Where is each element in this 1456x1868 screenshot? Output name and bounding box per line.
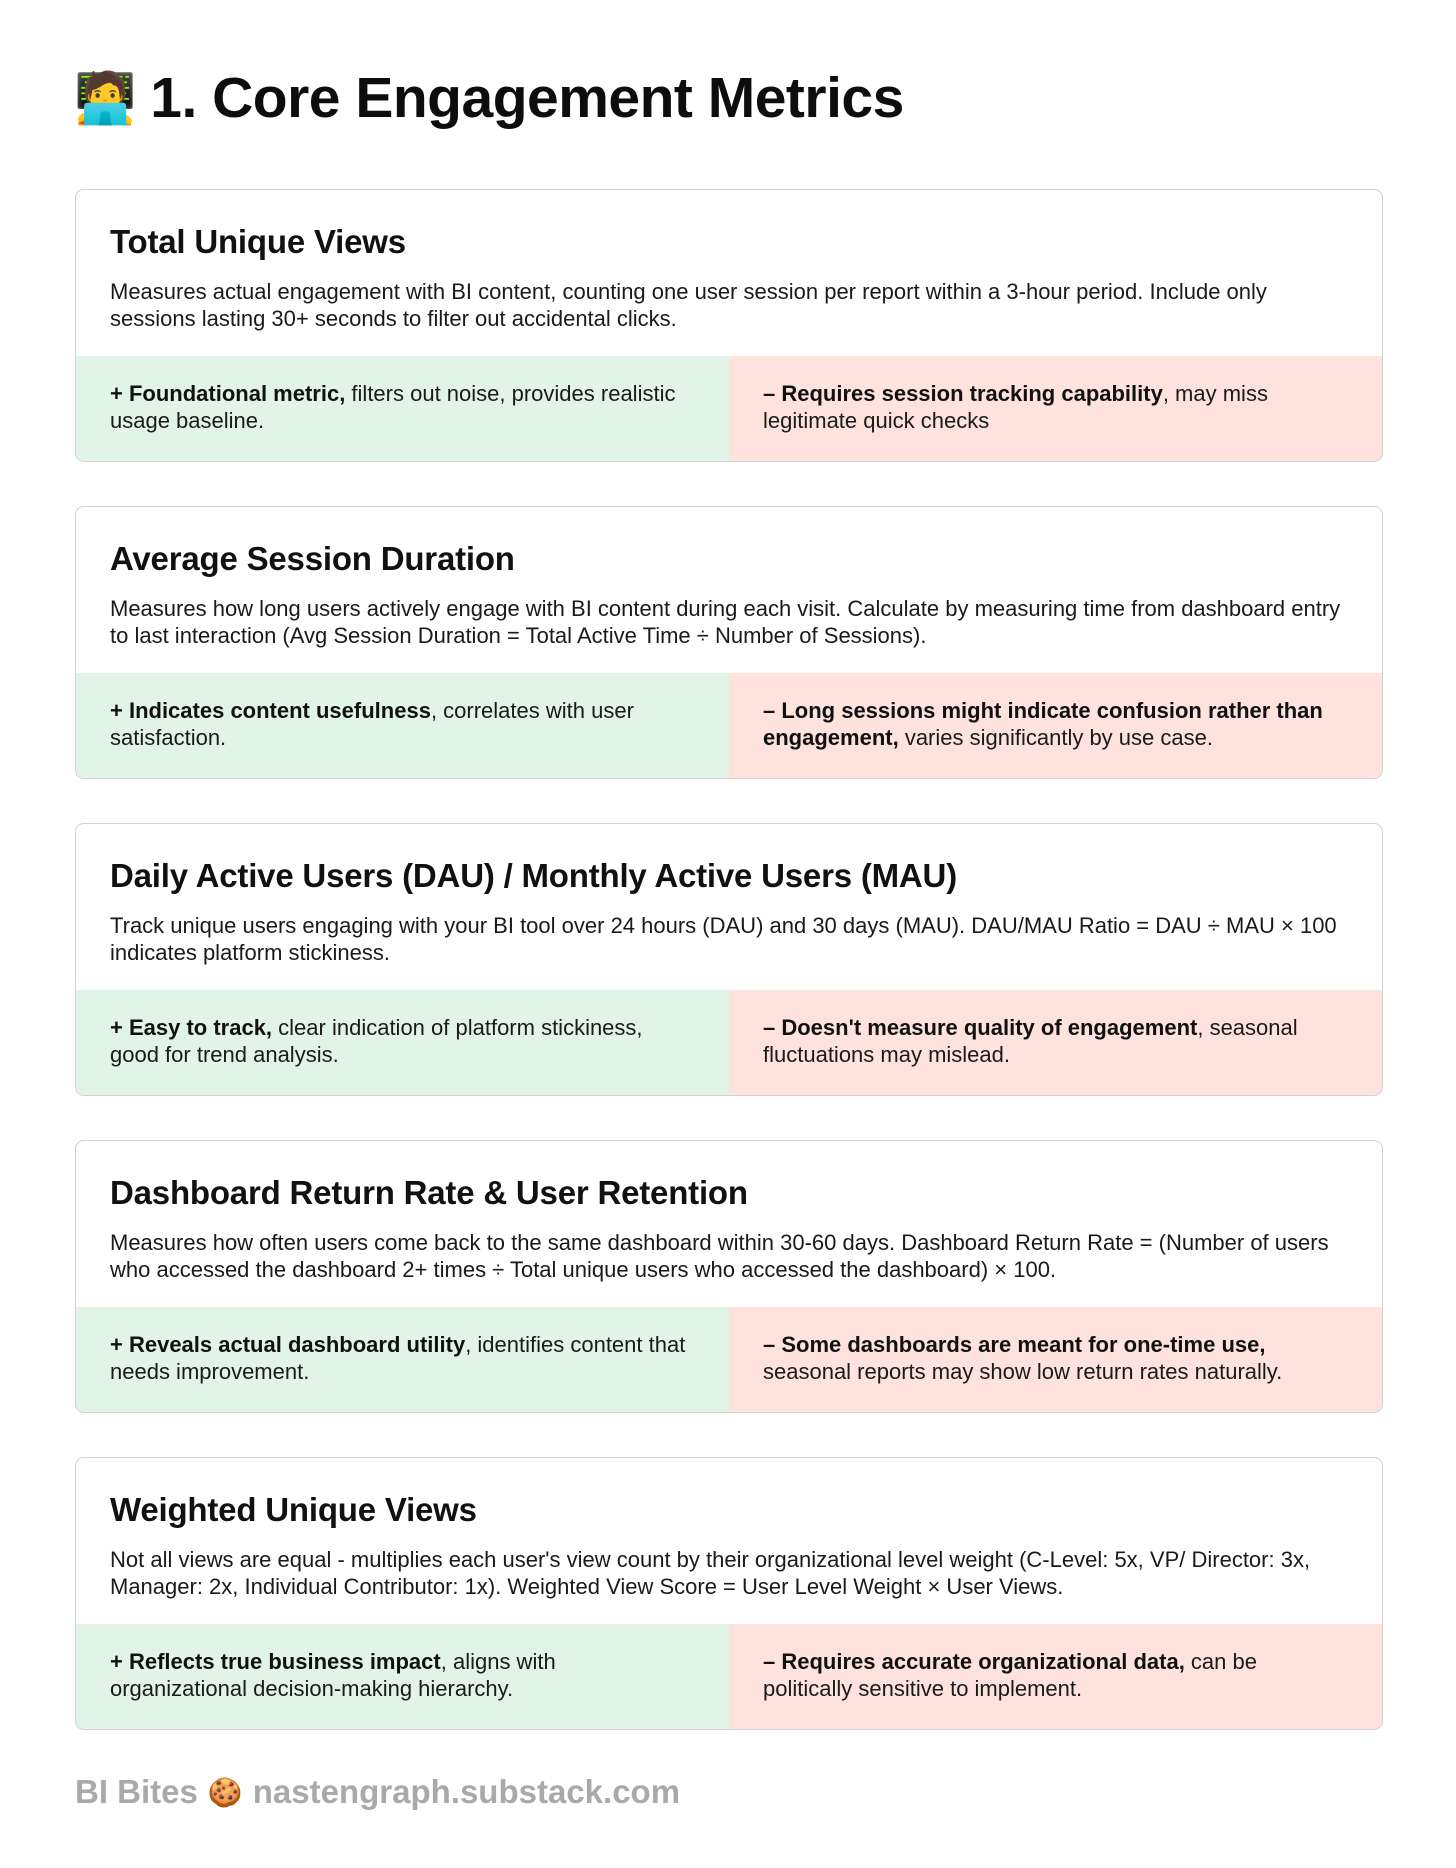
pro-text: clear indication of platform stickiness, good for trend analysis. [110,1015,643,1067]
con-panel [729,1307,1382,1412]
pros-cons-row [76,356,1382,461]
con-text: , may miss legitimate quick checks [763,381,1268,433]
con-highlight: – Some dashboards are meant for one-time use, [763,1332,1266,1357]
metric-description: Measures how long users actively engage with BI content during each visit. Calculate by measuring time from dashboard entry to last interaction (Avg Session Duration = Total Active Time ÷ Number of Sessions). [110,595,1341,648]
pros-cons-row [76,1307,1382,1412]
pro-panel [76,673,729,778]
con-text: seasonal reports may show low return rates naturally. [763,1359,1283,1384]
pro-panel [76,356,729,461]
pro-panel [76,1307,729,1412]
metric-card-body [76,1141,1382,1307]
pro-text: filters out noise, provides realistic usage baseline. [110,381,676,433]
metric-card-average-session-duration [75,506,1383,779]
con-highlight: – Requires session tracking capability [763,381,1163,406]
pro-panel [76,990,729,1095]
con-panel [729,356,1382,461]
con-panel [729,1624,1382,1729]
pros-cons-row [76,990,1382,1095]
metric-description: Measures actual engagement with BI content, counting one user session per report within a 3-hour period. Include only sessions lasting 30+ seconds to filter out accidental clicks. [110,278,1267,331]
pro-panel [76,1624,729,1729]
metric-card-body [76,190,1382,356]
con-highlight: – Long sessions might indicate confusion rather than engagement, [763,698,1323,750]
pro-text: , aligns with organizational decision-making hierarchy. [110,1649,556,1701]
pro-text: , correlates with user satisfaction. [110,698,634,750]
footer [75,1770,680,1814]
con-highlight: – Requires accurate organizational data, [763,1649,1185,1674]
pro-highlight: + Foundational metric, [110,381,346,406]
pro-highlight: + Easy to track, [110,1015,273,1040]
metric-description: Not all views are equal - multiplies each user's view count by their organizational level weight (C-Level: 5x, VP/ Director: 3x, Manager: 2x, Individual Contributor: 1x). Weighted View Score = User Level Weight × User Views. [110,1546,1311,1599]
pros-cons-row [76,673,1382,778]
pro-highlight: + Reveals actual dashboard utility [110,1332,466,1357]
pro-highlight: + Reflects true business impact [110,1649,441,1674]
page-title: 1. Core Engagement Metrics [150,66,904,130]
metric-title: Total Unique Views [110,223,406,260]
footer-url[interactable]: nastengraph.substack.com [252,1773,681,1810]
con-panel [729,990,1382,1095]
metric-card-body [76,824,1382,990]
metric-title: Average Session Duration [110,540,515,577]
metric-card-dashboard-return-rate [75,1140,1383,1413]
metric-title: Weighted Unique Views [110,1491,477,1528]
metric-card-body [76,1458,1382,1624]
metric-card-total-unique-views [75,189,1383,462]
metric-card-body [76,507,1382,673]
pro-text: , identifies content that needs improvement. [110,1332,686,1384]
con-text: , seasonal fluctuations may mislead. [763,1015,1298,1067]
metric-description: Track unique users engaging with your BI tool over 24 hours (DAU) and 30 days (MAU). DAU/MAU Ratio = DAU ÷ MAU × 100 indicates platform stickiness. [110,912,1337,965]
con-text: can be politically sensitive to implement. [763,1649,1257,1701]
pro-highlight: + Indicates content usefulness [110,698,431,723]
pros-cons-row [76,1624,1382,1729]
cookie-icon: 🍪 [207,1775,243,1809]
con-text: varies significantly by use case. [898,725,1213,750]
technologist-emoji-icon: 🧑‍💻 [74,69,137,127]
metric-title: Dashboard Return Rate & User Retention [110,1174,748,1211]
con-panel [729,673,1382,778]
metric-card-weighted-unique-views [75,1457,1383,1730]
con-highlight: – Doesn't measure quality of engagement [763,1015,1198,1040]
metric-title: Daily Active Users (DAU) / Monthly Active Users (MAU) [110,857,957,894]
page-header [74,58,904,138]
metric-description: Measures how often users come back to the same dashboard within 30-60 days. Dashboard Return Rate = (Number of users who accessed the dashboard 2+ times ÷ Total unique users who accessed the dashboard) × 100. [110,1229,1329,1282]
footer-brand: BI Bites [75,1773,198,1810]
metric-card-dau-mau [75,823,1383,1096]
